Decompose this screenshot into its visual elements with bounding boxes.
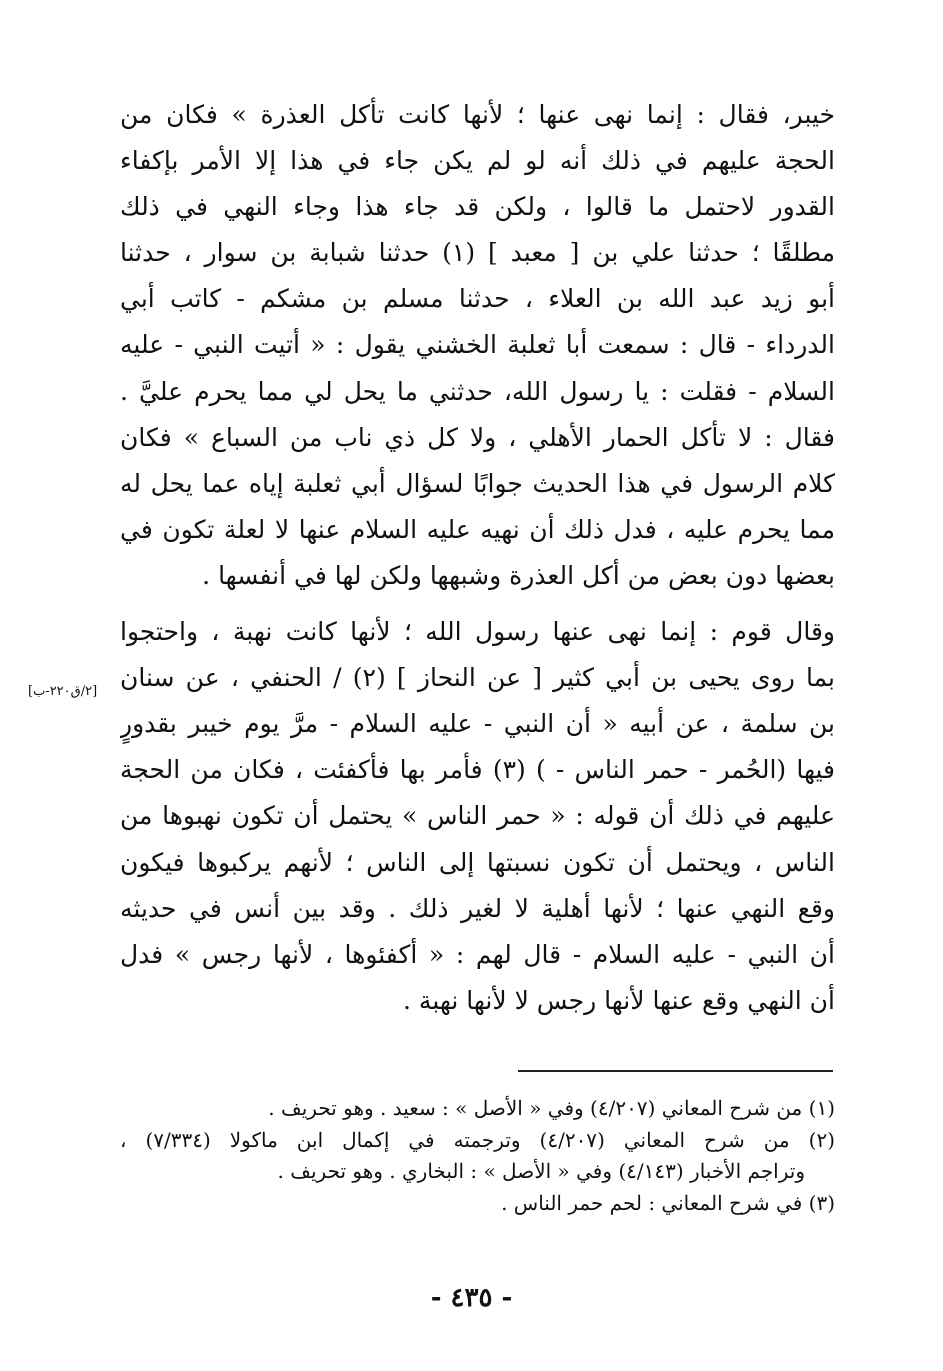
text-line: مطلقًا ؛ حدثنا علي بن [ معبد ] (١) حدثنا شبابة بن سوار ، حدثنا (120, 238, 835, 268)
text-line: خيبر، فقال : إنما نهى عنها ؛ لأنها كانت تأكل العذرة » فكان من (120, 100, 835, 129)
text-line: القدور لاحتمل ما قالوا ، ولكن قد جاء هذا وجاء النهي في ذلك (120, 192, 835, 222)
paragraph-gap (120, 599, 835, 609)
text-line: الدرداء - قال : سمعت أبا ثعلبة الخشني يقول : « أتيت النبي - عليه (120, 330, 835, 360)
text-line: عليهم في ذلك أن قوله : « حمر الناس » يحتمل أن تكون نهبوها من (120, 801, 835, 831)
text-line: الناس ، ويحتمل أن تكون نسبتها إلى الناس ؛ لأنهم يركبوها فيكون (120, 847, 835, 877)
text-line: أن النهي وقع عنها لأنها رجس لا لأنها نهبة . (403, 985, 835, 1015)
paragraph-2 (120, 609, 835, 1024)
text-line: فيها (الحُمر - حمر الناس - ) (٣) فأمر بها فأكفئت ، فكان من الحجة (120, 755, 835, 785)
footnotes (120, 1093, 835, 1219)
text-line: فقال : لا تأكل الحمار الأهلي ، ولا كل ذي ناب من السباع » فكان (120, 422, 835, 452)
footnote-1: (١) من شرح المعاني (٤/٢٠٧) وفي « الأصل » : سعيد . وهو تحريف . (268, 1096, 835, 1120)
text-line: وقع النهي عنها ؛ لأنها أهلية لا لغير ذلك . وقد بين أنس في حديثه (120, 893, 835, 923)
text-line: بما روى يحيى بن أبي كثير [ عن النحاز ] (٢) / الحنفي ، عن سنان (120, 663, 835, 693)
text-line: السلام - فقلت : يا رسول الله، حدثني ما يحل لي مما يحرم عليَّ . (120, 376, 835, 406)
manuscript-folio-reference: [٢/ق٢٢٠-ب] (28, 684, 98, 699)
footnote-2: (٢) من شرح المعاني (٤/٢٠٧) وترجمته في إكمال ابن ماكولا (٧/٣٣٤) ، (120, 1127, 835, 1152)
footnote-3: (٣) في شرح المعاني : لحم حمر الناس . (501, 1190, 835, 1215)
text-line: كلام الرسول في هذا الحديث جوابًا لسؤال أبي ثعلبة إياه عما يحل له (120, 468, 835, 498)
footnote-separator (518, 1070, 833, 1072)
paragraph-1 (120, 92, 835, 599)
text-line: أبو زيد عبد الله بن العلاء ، حدثنا مسلم بن مشكم - كاتب أبي (120, 284, 835, 314)
text-line: بن سلمة ، عن أبيه « أن النبي - عليه السلام - مرَّ يوم خيبر بقدورٍ (120, 709, 835, 739)
main-text (120, 92, 835, 1024)
page-number: - ٤٣٥ - (430, 1283, 513, 1313)
text-line: أن النبي - عليه السلام - قال لهم : « أكفئوها ، لأنها رجس » فدل (120, 939, 835, 969)
text-line: مما يحرم عليه ، فدل ذلك أن نهيه عليه السلام عنها لا لعلة تكون في (120, 514, 835, 544)
text-line: بعضها دون بعض من أكل العذرة وشبهها ولكن لها في أنفسها . (202, 560, 835, 590)
text-line: وقال قوم : إنما نهى عنها رسول الله ؛ لأنها كانت نهبة ، واحتجوا (120, 617, 835, 647)
footnote-2-continuation: وتراجم الأخبار (٤/١٤٣) وفي « الأصل » : البخاري . وهو تحريف . (277, 1159, 805, 1183)
text-line: الحجة عليهم في ذلك أنه لو لم يكن جاء في هذا إلا الأمر بإكفاء (120, 146, 835, 176)
